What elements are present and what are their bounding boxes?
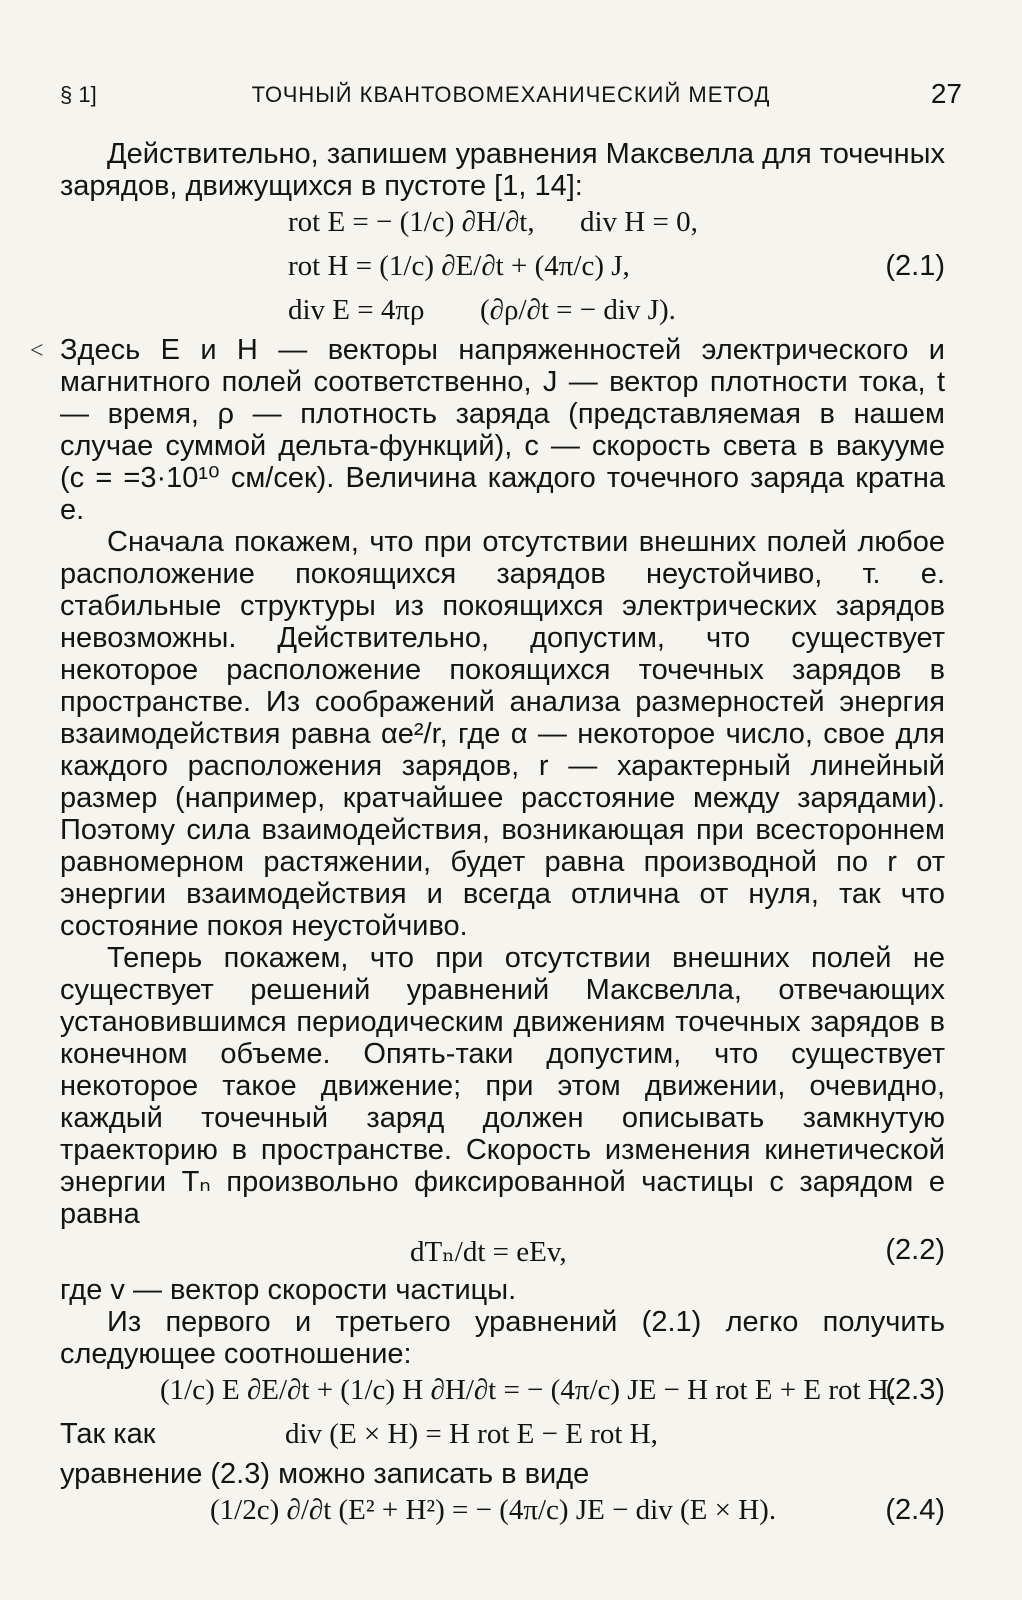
paragraph-velocity: где v — вектор скорости частицы. <box>60 1274 517 1306</box>
div-e-equation: div E = 4πρ <box>288 294 425 326</box>
paragraph-derivation: Из первого и третьего уравнений (2.1) легко получить следующее соотношение: <box>60 1306 945 1370</box>
div-identity-formula: div (E × H) = H rot E − E rot H, <box>285 1418 658 1450</box>
equation-number-2-3: (2.3) <box>885 1374 945 1406</box>
poynting-formula: (1/2c) ∂/∂t (E² + H²) = − (4π/c) JE − div (E × H). <box>210 1494 777 1526</box>
equation-number-2-4: (2.4) <box>885 1494 945 1526</box>
rot-e-equation: rot E = − (1/c) ∂H/∂t, <box>288 206 535 238</box>
paragraph-periodic-motion: Теперь покажем, что при отсутствии внешних полей не существует решений уравнений Максвелла, отвечающих установившимся периодическим движениям точечных зарядов в конечном объеме. Опять-таки допустим, что существует некоторое такое движение; при этом движении, очевидно, каждый точечный заряд должен описывать замкнутую траекторию в пространстве. Скорость изменения кинетической энергии Tₙ произвольно фиксированной частицы с зарядом e равна <box>60 942 945 1230</box>
page-number: 27 <box>930 78 962 109</box>
equation-2-1-line-3 <box>60 290 945 334</box>
continuity-equation: (∂ρ/∂t = − div J). <box>480 294 676 326</box>
equation-2-1-line-2 <box>60 246 945 290</box>
energy-balance-formula: (1/c) E ∂E/∂t + (1/c) H ∂H/∂t = − (4π/c) JE − H rot E + E rot H. <box>160 1374 897 1406</box>
rot-h-equation: rot H = (1/c) ∂E/∂t + (4π/c) J, <box>288 250 630 282</box>
paragraph-definitions: Здесь E и H — векторы напряженностей электрического и магнитного полей соответственно, J — вектор плотности тока, t — время, ρ — плотность заряда (представляемая в нашем случае суммой дельта-функций), c — скорость света в вакууме (c = =3·10¹⁰ см/сек). Величина каждого точечного заряда кратна e. <box>60 334 945 526</box>
paragraph-intro: Действительно, запишем уравнения Максвелла для точечных зарядов, движущихся в пустоте [1, 14]: <box>60 138 945 202</box>
page-body <box>60 138 945 1534</box>
paragraph-rewrite: уравнение (2.3) можно записать в виде <box>60 1458 590 1490</box>
running-header <box>60 78 962 118</box>
since-label: Так как <box>60 1418 156 1450</box>
div-h-equation: div H = 0, <box>580 206 698 238</box>
paragraph-static-charges: Сначала покажем, что при отсутствии внешних полей любое расположение покоящихся зарядов неустойчиво, т. е. стабильные структуры из покоящихся электрических зарядов невозможны. Действительно, допустим, что существует некоторое расположение покоящихся точечных зарядов в пространстве. Из соображений анализа размерностей энергия взаимодействия равна αe²/r, где α — некоторое число, свое для каждого расположения зарядов, r — характерный линейный размер (например, кратчайшее расстояние между зарядами). Поэтому сила взаимодействия, возникающая при всестороннем равномерном растяжении, будет равна производной по r от энергии взаимодействия и всегда отлична от нуля, так что состояние покоя неустойчиво. <box>60 526 945 942</box>
equation-number-2-1: (2.1) <box>885 250 945 282</box>
equation-div-identity <box>60 1414 945 1458</box>
equation-2-4 <box>60 1490 945 1534</box>
running-title: ТОЧНЫЙ КВАНТОВОМЕХАНИЧЕСКИЙ МЕТОД <box>251 82 771 107</box>
energy-rate-formula: dTₙ/dt = eEv, <box>410 1236 567 1268</box>
equation-number-2-2: (2.2) <box>885 1234 945 1266</box>
equation-2-3 <box>60 1370 945 1414</box>
equation-2-2 <box>60 1230 945 1274</box>
equation-2-1-line-1 <box>60 202 945 246</box>
section-mark: § 1] <box>60 82 97 107</box>
margin-mark: < <box>30 338 44 364</box>
